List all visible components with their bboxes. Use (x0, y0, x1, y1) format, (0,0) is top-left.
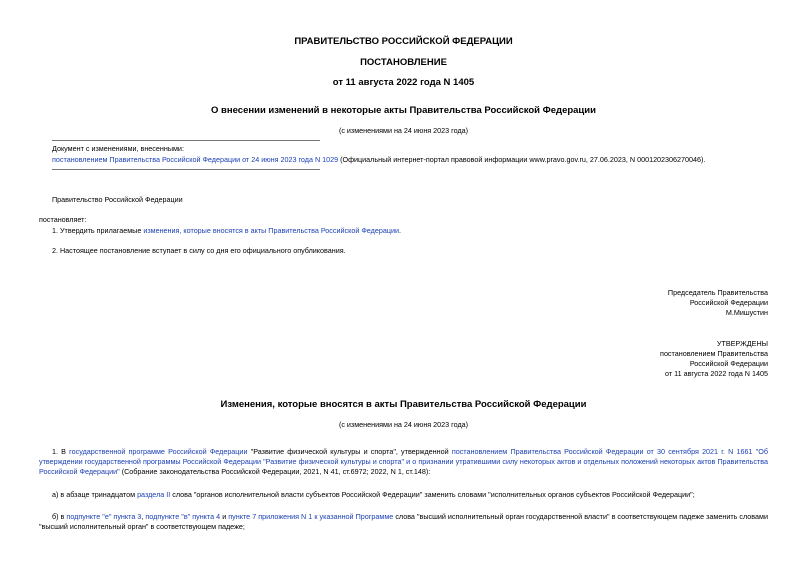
annex-subparagraph-a (52, 490, 695, 499)
signature-name: М.Мишустин (725, 308, 768, 317)
pb-text-a: б) в (52, 512, 67, 521)
divider-top (52, 140, 320, 141)
approved-heading: УТВЕРЖДЕНЫ (716, 339, 768, 348)
subparagraph-e-p3-link[interactable]: подпункте "е" пункта 3 (66, 512, 142, 521)
pb-sep-1: , (141, 512, 146, 521)
state-program-link[interactable]: государственной программе Российской Федерации (69, 447, 248, 456)
item-1-suffix: . (398, 226, 401, 235)
p1-text-c: (Собрание законодательства Российской Федерации, 2021, N 41, ст.6972; 2022, N 1, ст.148): (119, 467, 431, 476)
publication-source: (Официальный интернет-портал правовой информации www.pravo.gov.ru, 27.06.2023, N 0001202306270046). (338, 155, 706, 164)
amendment-note: (с изменениями на 24 июня 2023 года) (338, 126, 469, 135)
pb-text-b: слова "высший исполнительный орган государственной власти" в соответствующем падеже заменить словами "высший исполнительный орган" в соответствующем падеже; (39, 512, 768, 531)
government-heading: ПРАВИТЕЛЬСТВО РОССИЙСКОЙ ФЕДЕРАЦИИ (294, 36, 513, 47)
approved-line-4: от 11 августа 2022 года N 1405 (665, 369, 768, 378)
annex-amendment-note: (с изменениями на 24 июня 2023 года) (338, 420, 469, 429)
changes-line (52, 155, 705, 164)
changes-annex-link[interactable]: изменения, которые вносятся в акты Правительства Российской Федерации (143, 226, 399, 235)
annex-subparagraph-b (39, 512, 768, 532)
p7-annex-1-link[interactable]: пункте 7 приложения N 1 к указанной Программе (228, 512, 394, 521)
resolution-1661-link[interactable]: постановлением Правительства Российской Федерации от 30 сентября 2021 г. N 1661 "Об утверждении государственной программы Российской Федерации "Развитие физической культуры и спорта" и о признании утратившими силу некоторых актов и отдельных положений некоторых актов Правительства Российской Федерации" (39, 447, 768, 476)
item-2: 2. Настоящее постановление вступает в силу со дня его официального опубликования. (52, 246, 346, 255)
item-1 (52, 226, 401, 235)
approved-line-2: постановлением Правительства (660, 349, 768, 358)
approved-line-3: Российской Федерации (689, 359, 768, 368)
pa-text-a: а) в абзаце тринадцатом (52, 490, 138, 499)
changes-caption: Документ с изменениями, внесенными: (52, 144, 184, 153)
pb-sep-2: и (220, 512, 229, 521)
document-type: ПОСТАНОВЛЕНИЕ (360, 57, 447, 68)
p1-text-a: 1. В (52, 447, 70, 456)
document-date-number: от 11 августа 2022 года N 1405 (332, 77, 475, 88)
p1-text-b: "Развитие физической культуры и спорта", утвержденной (247, 447, 452, 456)
document-title: О внесении изменений в некоторые акты Правительства Российской Федерации (211, 105, 596, 116)
signature-title-2: Российской Федерации (689, 298, 768, 307)
pa-text-b: слова "органов исполнительной власти субъектов Российской Федерации" заменить словами "исполнительных органов субъектов Российской Федерации"; (170, 490, 695, 499)
subparagraph-v-p4-link[interactable]: подпункте "в" пункта 4 (145, 512, 221, 521)
resolves-text: постановляет: (39, 215, 87, 224)
section-ii-link[interactable]: раздела II (137, 490, 171, 499)
item-1-prefix: 1. Утвердить прилагаемые (52, 226, 144, 235)
divider-bottom (52, 169, 320, 170)
issuer: Правительство Российской Федерации (52, 195, 183, 204)
amending-act-link[interactable]: постановлением Правительства Российской Федерации от 24 июня 2023 года N 1029 (52, 155, 339, 164)
annex-title: Изменения, которые вносятся в акты Правительства Российской Федерации (220, 399, 587, 410)
annex-paragraph-1 (39, 447, 768, 477)
signature-title-1: Председатель Правительства (667, 288, 768, 297)
